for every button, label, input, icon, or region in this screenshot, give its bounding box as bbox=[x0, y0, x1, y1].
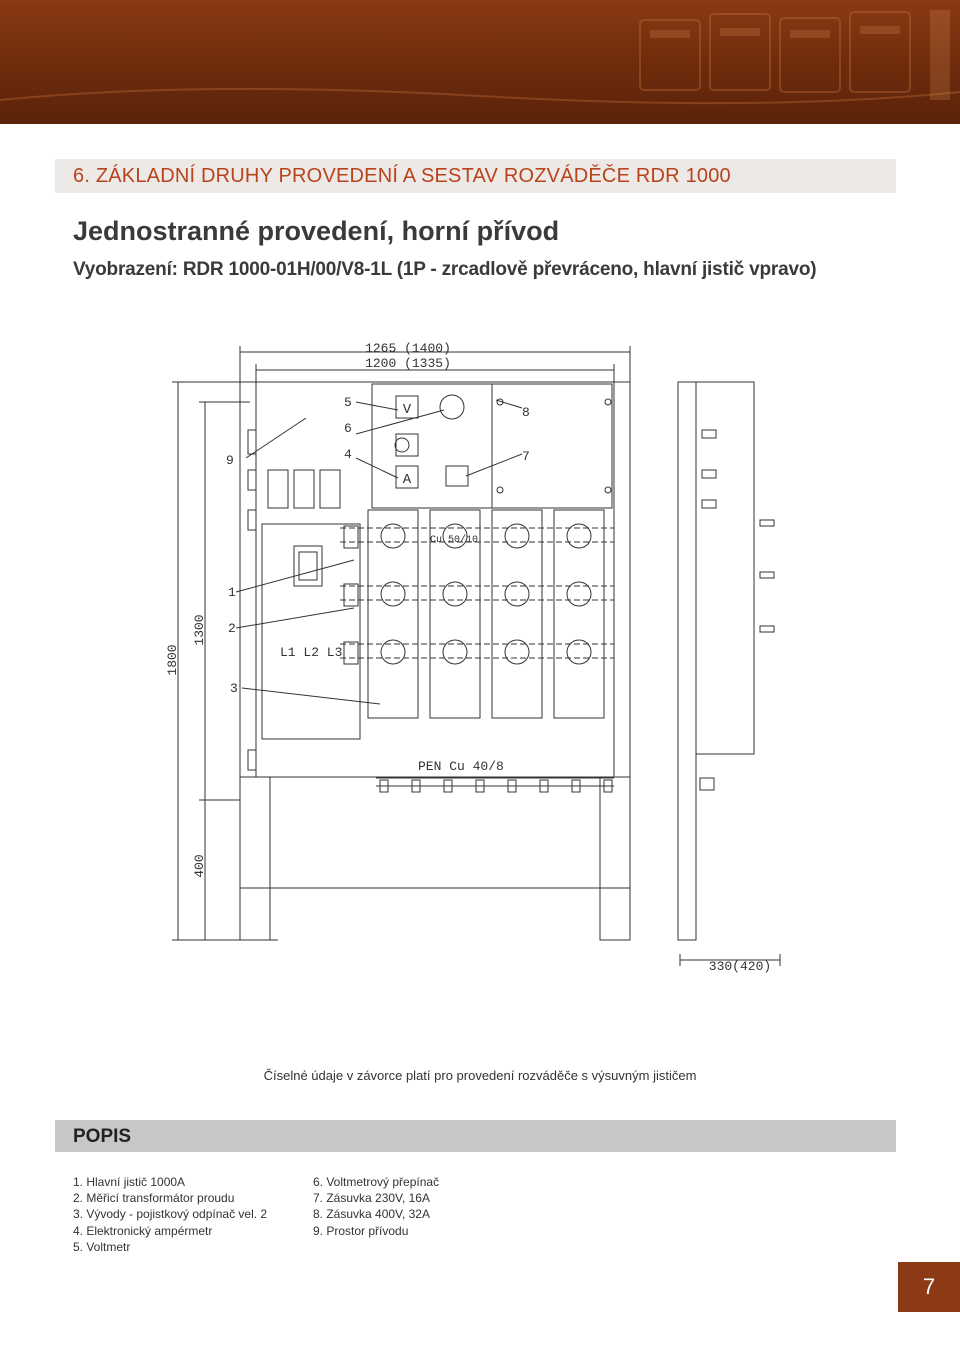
bus-label: Cu 50/10 bbox=[430, 535, 479, 546]
pen-label: PEN Cu 40/8 bbox=[418, 759, 504, 774]
switchgear-photo-graphic bbox=[0, 0, 960, 124]
popis-title: POPIS bbox=[73, 1126, 132, 1147]
callout-9: 9 bbox=[226, 453, 234, 468]
voltmeter-switch-symbol bbox=[440, 395, 464, 419]
section-header bbox=[55, 159, 896, 193]
callout-7: 7 bbox=[522, 449, 530, 464]
dim-label-bottom-left: 400 bbox=[192, 854, 207, 878]
callout-2: 2 bbox=[228, 621, 236, 636]
legend-item: 9. Prostor přívodu bbox=[313, 1223, 409, 1238]
side-view-panel bbox=[678, 382, 696, 940]
voltmeter-label: V bbox=[402, 402, 412, 418]
popis-header bbox=[55, 1120, 896, 1152]
page-number: 7 bbox=[898, 1262, 960, 1312]
legend-item: 2. Měřicí transformátor proudu bbox=[73, 1191, 235, 1206]
callout-8: 8 bbox=[522, 405, 530, 420]
legend-item: 1. Hlavní jistič 1000A bbox=[73, 1175, 186, 1189]
phase-label: L1 L2 L3 bbox=[280, 645, 343, 660]
legend-item: 5. Voltmetr bbox=[73, 1239, 131, 1254]
dim-label-left-outer: 1800 bbox=[165, 644, 180, 676]
dim-label-side: 330(420) bbox=[708, 959, 772, 974]
switchgear-technical-drawing bbox=[140, 330, 820, 990]
page-subheading: Vyobrazení: RDR 1000-01H/00/V8-1L (1P - zrcadlově převráceno, hlavní jistič vpravo) bbox=[73, 259, 817, 280]
legend-right-column bbox=[313, 1174, 439, 1239]
legend-left-column bbox=[73, 1174, 267, 1255]
main-breaker-compartment bbox=[262, 524, 360, 739]
legend-item: 7. Zásuvka 230V, 16A bbox=[313, 1191, 430, 1206]
legend-item: 3. Vývody - pojistkový odpínač vel. 2 bbox=[73, 1207, 268, 1222]
cabinet-frame bbox=[240, 382, 630, 888]
callout-4: 4 bbox=[344, 447, 352, 462]
header-banner-image bbox=[0, 0, 960, 124]
dim-label-left-inner: 1300 bbox=[192, 614, 207, 646]
callout-6: 6 bbox=[344, 421, 352, 436]
ammeter-label: A bbox=[402, 472, 412, 488]
section-title: 6. ZÁKLADNÍ DRUHY PROVEDENÍ A SESTAV ROZVÁDĚČE RDR 1000 bbox=[73, 165, 731, 187]
dim-label-top-2: 1200 (1335) bbox=[365, 356, 451, 371]
drawing-note: Číselné údaje v závorce platí pro provedení rozváděče s výsuvným jističem bbox=[263, 1068, 697, 1083]
legend-item: 4. Elektronický ampérmetr bbox=[73, 1223, 213, 1238]
legend-item: 6. Voltmetrový přepínač bbox=[313, 1175, 440, 1189]
page-heading: Jednostranné provedení, horní přívod bbox=[73, 216, 560, 246]
callout-3: 3 bbox=[230, 681, 238, 696]
callout-5: 5 bbox=[344, 395, 352, 410]
legend-item: 8. Zásuvka 400V, 32A bbox=[313, 1207, 430, 1222]
dim-label-top-1: 1265 (1400) bbox=[365, 341, 451, 356]
fuse-disconnector-row bbox=[368, 510, 604, 718]
callout-1: 1 bbox=[228, 585, 236, 600]
